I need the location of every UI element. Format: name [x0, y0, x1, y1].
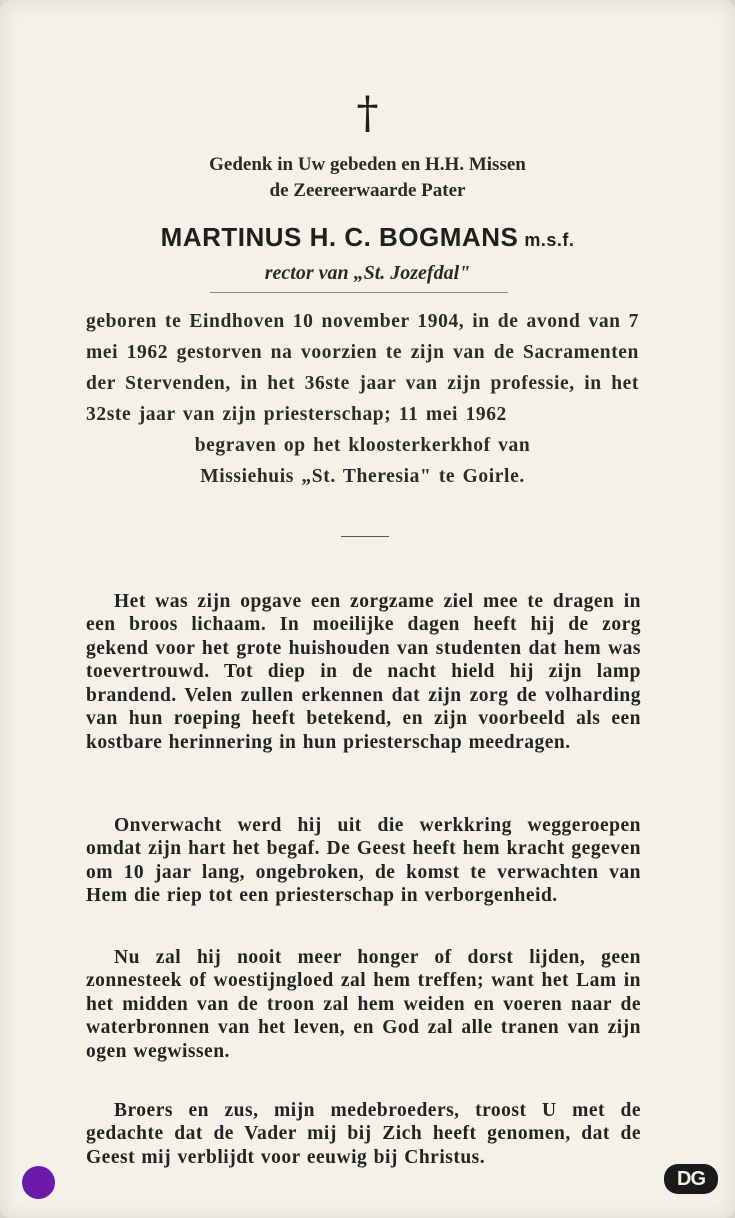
paragraph-3: Nu zal hij nooit meer honger of dorst lijden, geen zonnesteek of woestijngloed zal hem treffen; want het Lam in het midden van de troon zal hem weiden en voeren naar de waterbronnen van het leven, en God zal alle tranen van zijn ogen wegwissen.: [86, 946, 641, 1062]
cross-icon: †: [356, 88, 379, 139]
name-text: MARTINUS H. C. BOGMANS: [160, 222, 519, 252]
bio-line-location: Missiehuis „St. Theresia" te Goirle.: [200, 466, 525, 487]
deceased-name: [0, 222, 735, 253]
paragraph-4: Broers en zus, mijn medebroeders, troost U met de gedachte dat de Vader mij bij Zich heeft genomen, dat de Geest mij verblijdt voor eeuwig bij Christus.: [86, 1099, 641, 1168]
paragraph-2: Onverwacht werd hij uit die werkkring weggeroepen omdat zijn hart het begaf. De Geest heeft hem kracht gegeven om 10 jaar lang, ongebroken, de komst te verwachten van Hem die riep tot een priesterschap in verborgenheid.: [86, 814, 641, 906]
printer-logo: DG: [664, 1164, 718, 1194]
biography: [86, 306, 639, 492]
bio-line-burial: begraven op het kloosterkerkhof van: [194, 435, 531, 456]
paragraph-1: Het was zijn opgave een zorgzame ziel mee te dragen in een broos lichaam. In moeilijke dagen heeft hij de zorg gekend voor het grote huishouden van studenten dat hem was toevertrouwd. Tot diep in de nacht hield hij zijn lamp brandend. Velen zullen erkennen dat zijn zorg de volharding van hun roeping heeft betekend, en zijn voorbeeld als een kostbare herinnering in hun priesterschap meedragen.: [86, 590, 641, 753]
header-line-1: Gedenk in Uw gebeden en H.H. Missen: [209, 154, 526, 175]
header: [0, 152, 735, 204]
rector-underline: [210, 292, 508, 293]
name-suffix: m.s.f.: [524, 230, 575, 250]
header-line-2: de Zeereerwaarde Pater: [269, 180, 466, 201]
rector-title: rector van „St. Jozefdal": [264, 262, 471, 284]
section-divider: [341, 536, 389, 537]
purple-dot-mark: [22, 1166, 55, 1199]
bio-text: geboren te Eindhoven 10 november 1904, in de avond van 7 mei 1962 gestorven na voorzien te zijn van de Sacramenten der Stervenden, in het 36ste jaar van zijn professie, in het 32ste jaar van zijn priesterschap; 11 mei 1962: [86, 311, 639, 425]
